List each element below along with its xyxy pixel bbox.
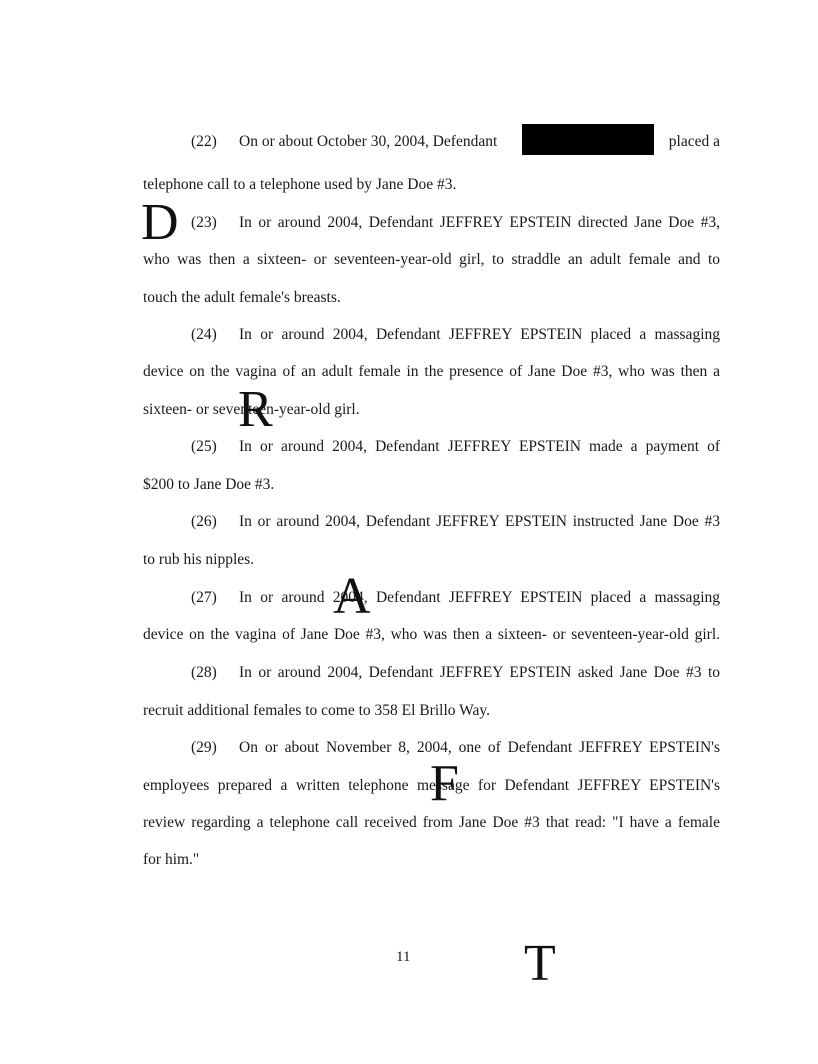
paragraph-number: (27): [191, 589, 217, 606]
page-number: 11: [396, 949, 411, 965]
paragraph-25-line-2: $200 to Jane Doe #3.: [143, 476, 275, 493]
paragraph-number: (29): [191, 739, 217, 756]
paragraph-text: On or about October 30, 2004, Defendant: [239, 133, 498, 150]
watermark-letter-r: R: [238, 381, 273, 438]
paragraph-number: (23): [191, 214, 217, 231]
paragraph-25-line-1: [191, 437, 720, 457]
paragraph-text: In or around 2004, Defendant JEFFREY EPSTEIN placed a massaging: [239, 326, 720, 343]
paragraph-28-line-2: recruit additional females to come to 358 El Brillo Way.: [143, 702, 490, 719]
paragraph-24-line-3: sixteen- or seventeen-year-old girl.: [143, 401, 360, 418]
paragraph-27-line-2: device on the vagina of Jane Doe #3, who was then a sixteen- or seventeen-year-old girl.: [143, 626, 720, 643]
paragraph-22-line-2: telephone call to a telephone used by Jane Doe #3.: [143, 176, 457, 193]
paragraph-text: In or around 2004, Defendant JEFFREY EPSTEIN directed Jane Doe #3,: [239, 214, 720, 231]
watermark-letter-d: D: [141, 194, 179, 251]
paragraph-text: In or around 2004, Defendant JEFFREY EPSTEIN made a payment of: [239, 438, 720, 455]
paragraph-28-line-1: [191, 663, 720, 683]
paragraph-29-line-2: employees prepared a written telephone message for Defendant JEFFREY EPSTEIN's: [143, 777, 720, 794]
paragraph-23-line-2: who was then a sixteen- or seventeen-year-old girl, to straddle an adult female and to: [143, 251, 720, 268]
paragraph-26-line-2: to rub his nipples.: [143, 551, 255, 568]
paragraph-text: In or around 2004, Defendant JEFFREY EPSTEIN asked Jane Doe #3 to: [239, 664, 720, 681]
paragraph-number: (22): [191, 133, 217, 150]
watermark-letter-f: F: [430, 755, 459, 812]
paragraph-23-line-1: [191, 213, 720, 233]
paragraph-number: (25): [191, 438, 217, 455]
paragraph-29-line-3: review regarding a telephone call received from Jane Doe #3 that read: "I have a female: [143, 814, 720, 831]
paragraph-23-line-3: touch the adult female's breasts.: [143, 289, 341, 306]
paragraph-number: (26): [191, 513, 217, 530]
redaction-box: [522, 124, 654, 155]
paragraph-24-line-1: [191, 325, 720, 345]
paragraph-text: placed a: [668, 133, 720, 150]
paragraph-text: In or around 2004, Defendant JEFFREY EPSTEIN instructed Jane Doe #3: [239, 513, 720, 530]
paragraph-24-line-2: device on the vagina of an adult female in the presence of Jane Doe #3, who was then a: [143, 363, 720, 380]
paragraph-number: (24): [191, 326, 217, 343]
watermark-letter-a: A: [333, 568, 371, 625]
paragraph-27-line-1: [191, 588, 720, 608]
paragraph-29-line-4: for him.": [143, 851, 200, 868]
watermark-letter-t: T: [524, 935, 556, 992]
paragraph-text: On or about November 8, 2004, one of Defendant JEFFREY EPSTEIN's: [239, 739, 720, 756]
paragraph-text: In or around 2004, Defendant JEFFREY EPSTEIN placed a massaging: [239, 589, 720, 606]
paragraph-26-line-1: [191, 512, 720, 532]
paragraph-number: (28): [191, 664, 217, 681]
